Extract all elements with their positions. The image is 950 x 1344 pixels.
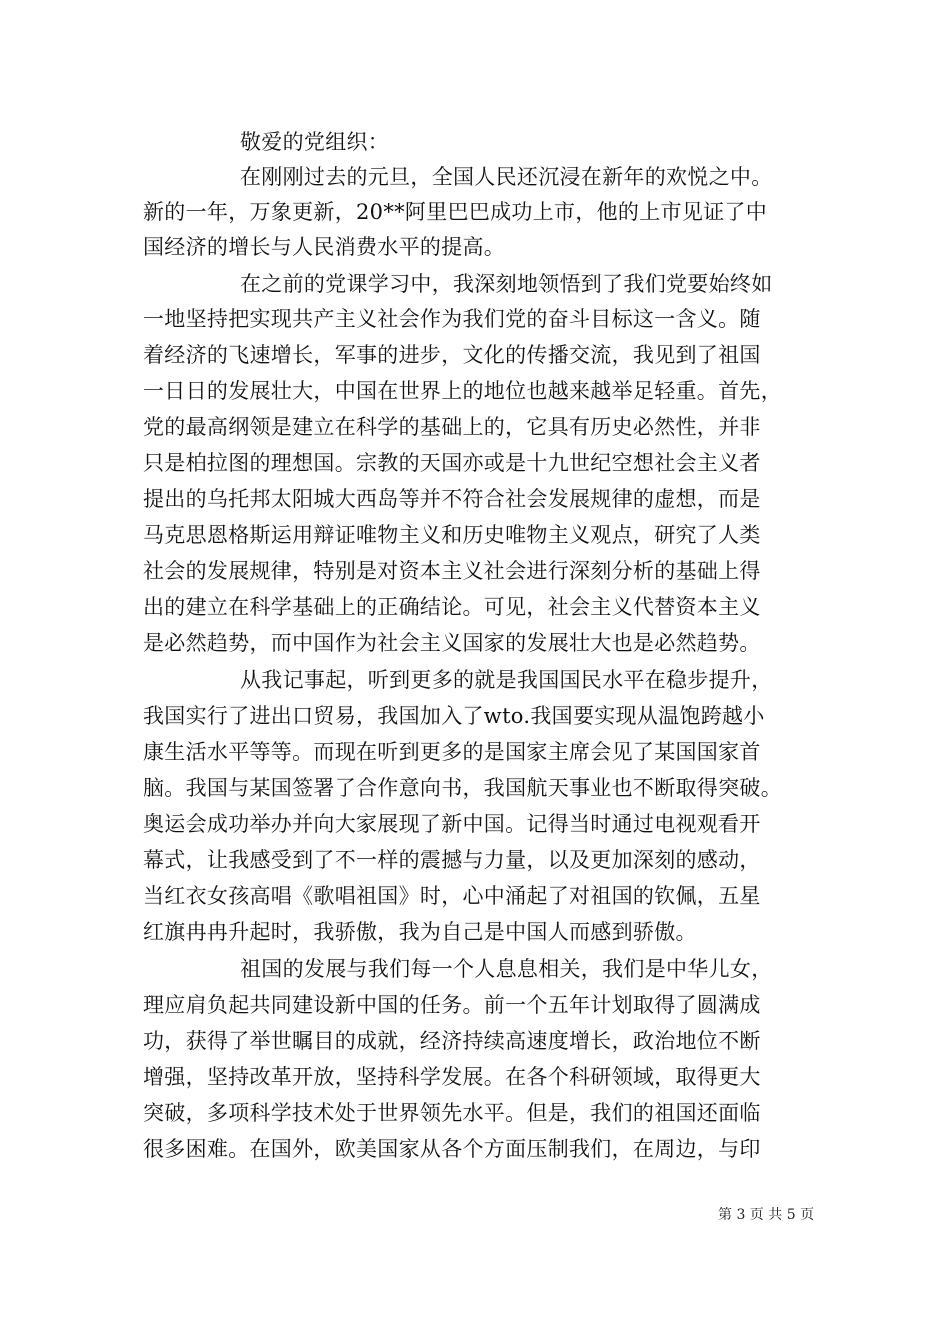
- text-line: 幕式，让我感受到了不一样的震撼与力量，以及更加深刻的感动，: [143, 848, 761, 872]
- text-line: 在之前的党课学习中，我深刻地领悟到了我们党要始终如: [240, 272, 773, 296]
- text-line: 出的建立在科学基础上的正确结论。可见，社会主义代替资本主义: [143, 595, 761, 619]
- text-line: 一日日的发展壮大，中国在世界上的地位也越来越举足轻重。首先，: [143, 379, 782, 403]
- text-line: 祖国的发展与我们每一个人息息相关，我们是中华儿女，: [240, 957, 773, 981]
- salutation: 敬爱的党组织：: [240, 130, 390, 154]
- text-line: 奥运会成功举办并向大家展现了新中国。记得当时通过电视观看开: [143, 812, 761, 836]
- text-line: 提出的乌托邦太阳城大西岛等并不符合社会发展规律的虚想，而是: [143, 487, 761, 511]
- text-line: 脑。我国与某国签署了合作意向书，我国航天事业也不断取得突破。: [143, 776, 782, 800]
- text-line: 康生活水平等等。而现在听到更多的是国家主席会见了某国国家首: [143, 740, 761, 764]
- text-line: 我国实行了进出口贸易，我国加入了wto.我国要实现从温饱跨越小: [143, 704, 765, 728]
- text-line: 国经济的增长与人民消费水平的提高。: [143, 235, 506, 259]
- text-line: 着经济的飞速增长，军事的进步，文化的传播交流，我见到了祖国: [143, 343, 761, 367]
- text-line: 社会的发展规律，特别是对资本主义社会进行深刻分析的基础上得: [143, 559, 761, 583]
- text-line: 在刚刚过去的元旦，全国人民还沉浸在新年的欢悦之中。: [240, 165, 773, 189]
- text-line: 只是柏拉图的理想国。宗教的天国亦或是十九世纪空想社会主义者: [143, 451, 761, 475]
- text-line: 是必然趋势，而中国作为社会主义国家的发展壮大也是必然趋势。: [143, 631, 761, 655]
- text-line: 当红衣女孩高唱《歌唱祖国》时，心中涌起了对祖国的钦佩，五星: [143, 884, 761, 908]
- text-line: 从我记事起，听到更多的就是我国国民水平在稳步提升，: [240, 668, 773, 692]
- text-line: 功，获得了举世瞩目的成就，经济持续高速度增长，政治地位不断: [143, 1029, 761, 1053]
- text-line: 新的一年，万象更新，20**阿里巴巴成功上市，他的上市见证了中: [143, 200, 768, 224]
- text-line: 党的最高纲领是建立在科学的基础上的，它具有历史必然性，并非: [143, 415, 761, 439]
- text-line: 红旗冉冉升起时，我骄傲，我为自己是中国人而感到骄傲。: [143, 920, 697, 944]
- text-line: 很多困难。在国外，欧美国家从各个方面压制我们，在周边，与印: [143, 1137, 761, 1161]
- text-line: 一地坚持把实现共产主义社会作为我们党的奋斗目标这一含义。随: [143, 307, 761, 331]
- text-line: 理应肩负起共同建设新中国的任务。前一个五年计划取得了圆满成: [143, 993, 761, 1017]
- text-line: 马克思恩格斯运用辩证唯物主义和历史唯物主义观点，研究了人类: [143, 523, 761, 547]
- page-number: 第 3 页 共 5 页: [718, 1207, 815, 1223]
- text-line: 增强，坚持改革开放，坚持科学发展。在各个科研领域，取得更大: [143, 1065, 761, 1089]
- text-line: 突破，多项科学技术处于世界领先水平。但是，我们的祖国还面临: [143, 1101, 761, 1125]
